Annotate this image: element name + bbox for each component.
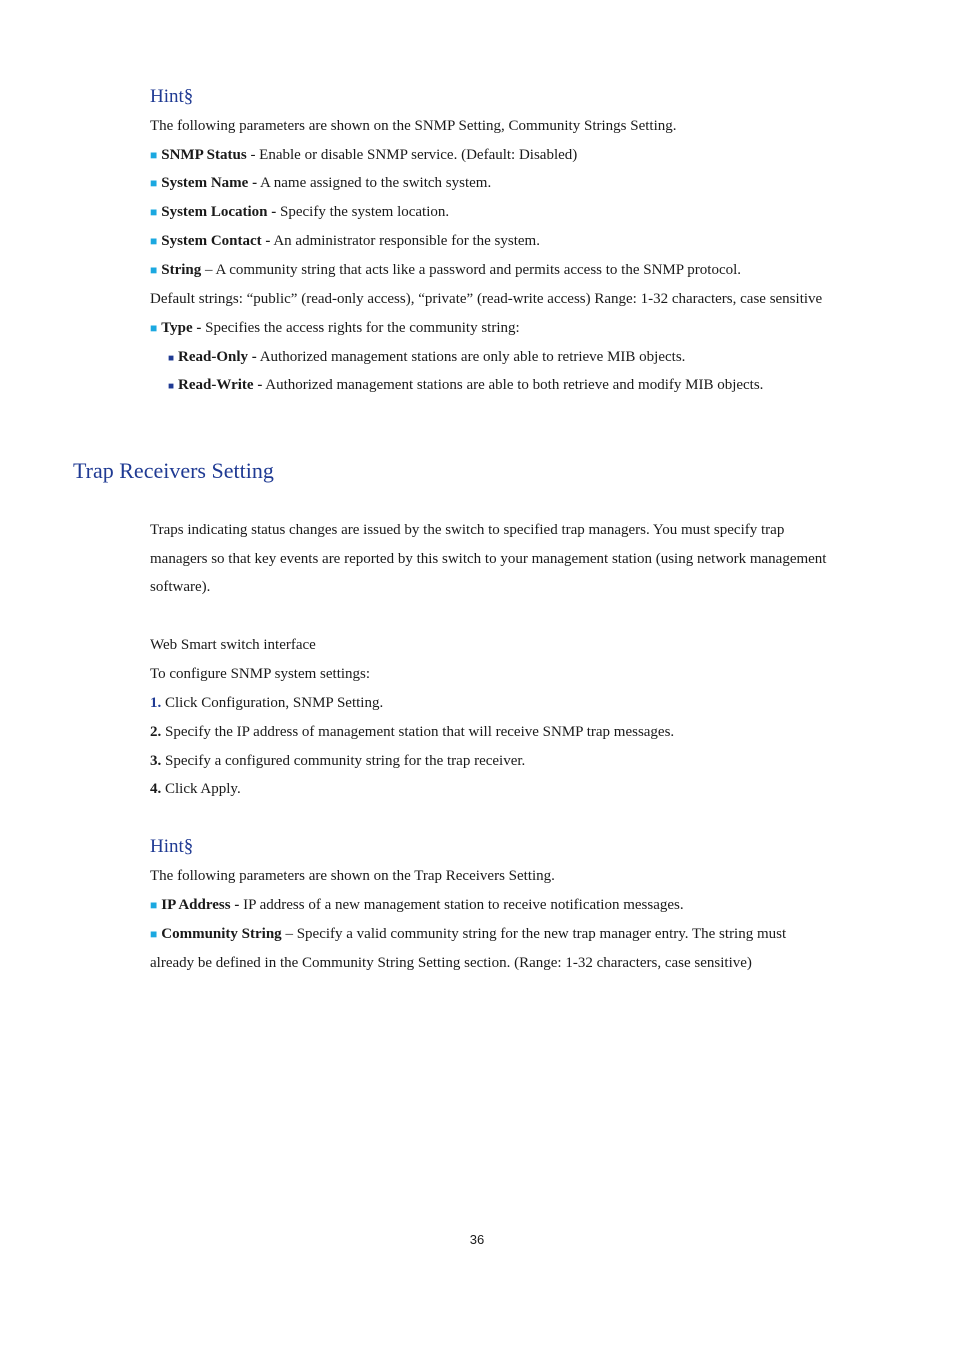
square-bullet-icon: ■ [150, 263, 158, 277]
step-item: 1. Click Configuration, SNMP Setting. [150, 695, 384, 711]
hint-heading: Hint§ [150, 86, 194, 107]
square-bullet-icon: ■ [150, 234, 158, 248]
square-bullet-icon: ■ [150, 205, 158, 219]
list-item: ■ Type - Specifies the access rights for the community string: [150, 320, 520, 336]
step-item: 3. Specify a configured community string for the trap receiver. [150, 753, 526, 769]
square-bullet-icon: ■ [168, 381, 175, 392]
page-number: 36 [469, 1232, 485, 1247]
default-strings-line: Default strings: “public” (read-only access), “private” (read-write access) Range: 1-32 characters, case sensitive [150, 291, 823, 307]
hint-intro: The following parameters are shown on the SNMP Setting, Community Strings Setting. [150, 118, 677, 134]
sub-list-item: ■ Read-Write - Authorized management stations are able to both retrieve and modify MIB objects. [168, 377, 764, 393]
square-bullet-icon: ■ [150, 898, 158, 912]
interface-label: Web Smart switch interface [150, 637, 316, 653]
list-item-continuation: already be defined in the Community String Setting section. (Range: 1-32 characters, case sensitive) [150, 955, 752, 971]
paragraph-line: software). [150, 579, 211, 595]
sub-list-item: ■ Read-Only - Authorized management stations are only able to retrieve MIB objects. [168, 349, 686, 365]
list-item: ■ System Name - A name assigned to the switch system. [150, 175, 492, 191]
section-title: Trap Receivers Setting [73, 458, 274, 483]
list-item: ■ System Contact - An administrator responsible for the system. [150, 233, 540, 249]
step-item: 4. Click Apply. [150, 781, 241, 797]
square-bullet-icon: ■ [168, 353, 175, 364]
hint-heading: Hint§ [150, 836, 194, 857]
square-bullet-icon: ■ [150, 148, 158, 162]
list-item: ■ SNMP Status - Enable or disable SNMP service. (Default: Disabled) [150, 147, 578, 163]
paragraph-line: managers so that key events are reported by this switch to your management station (using network management [150, 551, 827, 567]
square-bullet-icon: ■ [150, 927, 158, 941]
hint-intro: The following parameters are shown on the Trap Receivers Setting. [150, 868, 555, 884]
square-bullet-icon: ■ [150, 176, 158, 190]
list-item: ■ System Location - Specify the system location. [150, 204, 450, 220]
list-item: ■ IP Address - IP address of a new management station to receive notification messages. [150, 897, 684, 913]
step-item: 2. Specify the IP address of management station that will receive SNMP trap messages. [150, 724, 675, 740]
list-item: ■ String – A community string that acts like a password and permits access to the SNMP protocol. [150, 262, 742, 278]
paragraph-line: Traps indicating status changes are issued by the switch to specified trap managers. You must specify trap [150, 522, 785, 538]
list-item: ■ Community String – Specify a valid community string for the new trap manager entry. The string must [150, 926, 787, 942]
configure-label: To configure SNMP system settings: [150, 666, 371, 682]
square-bullet-icon: ■ [150, 321, 158, 335]
